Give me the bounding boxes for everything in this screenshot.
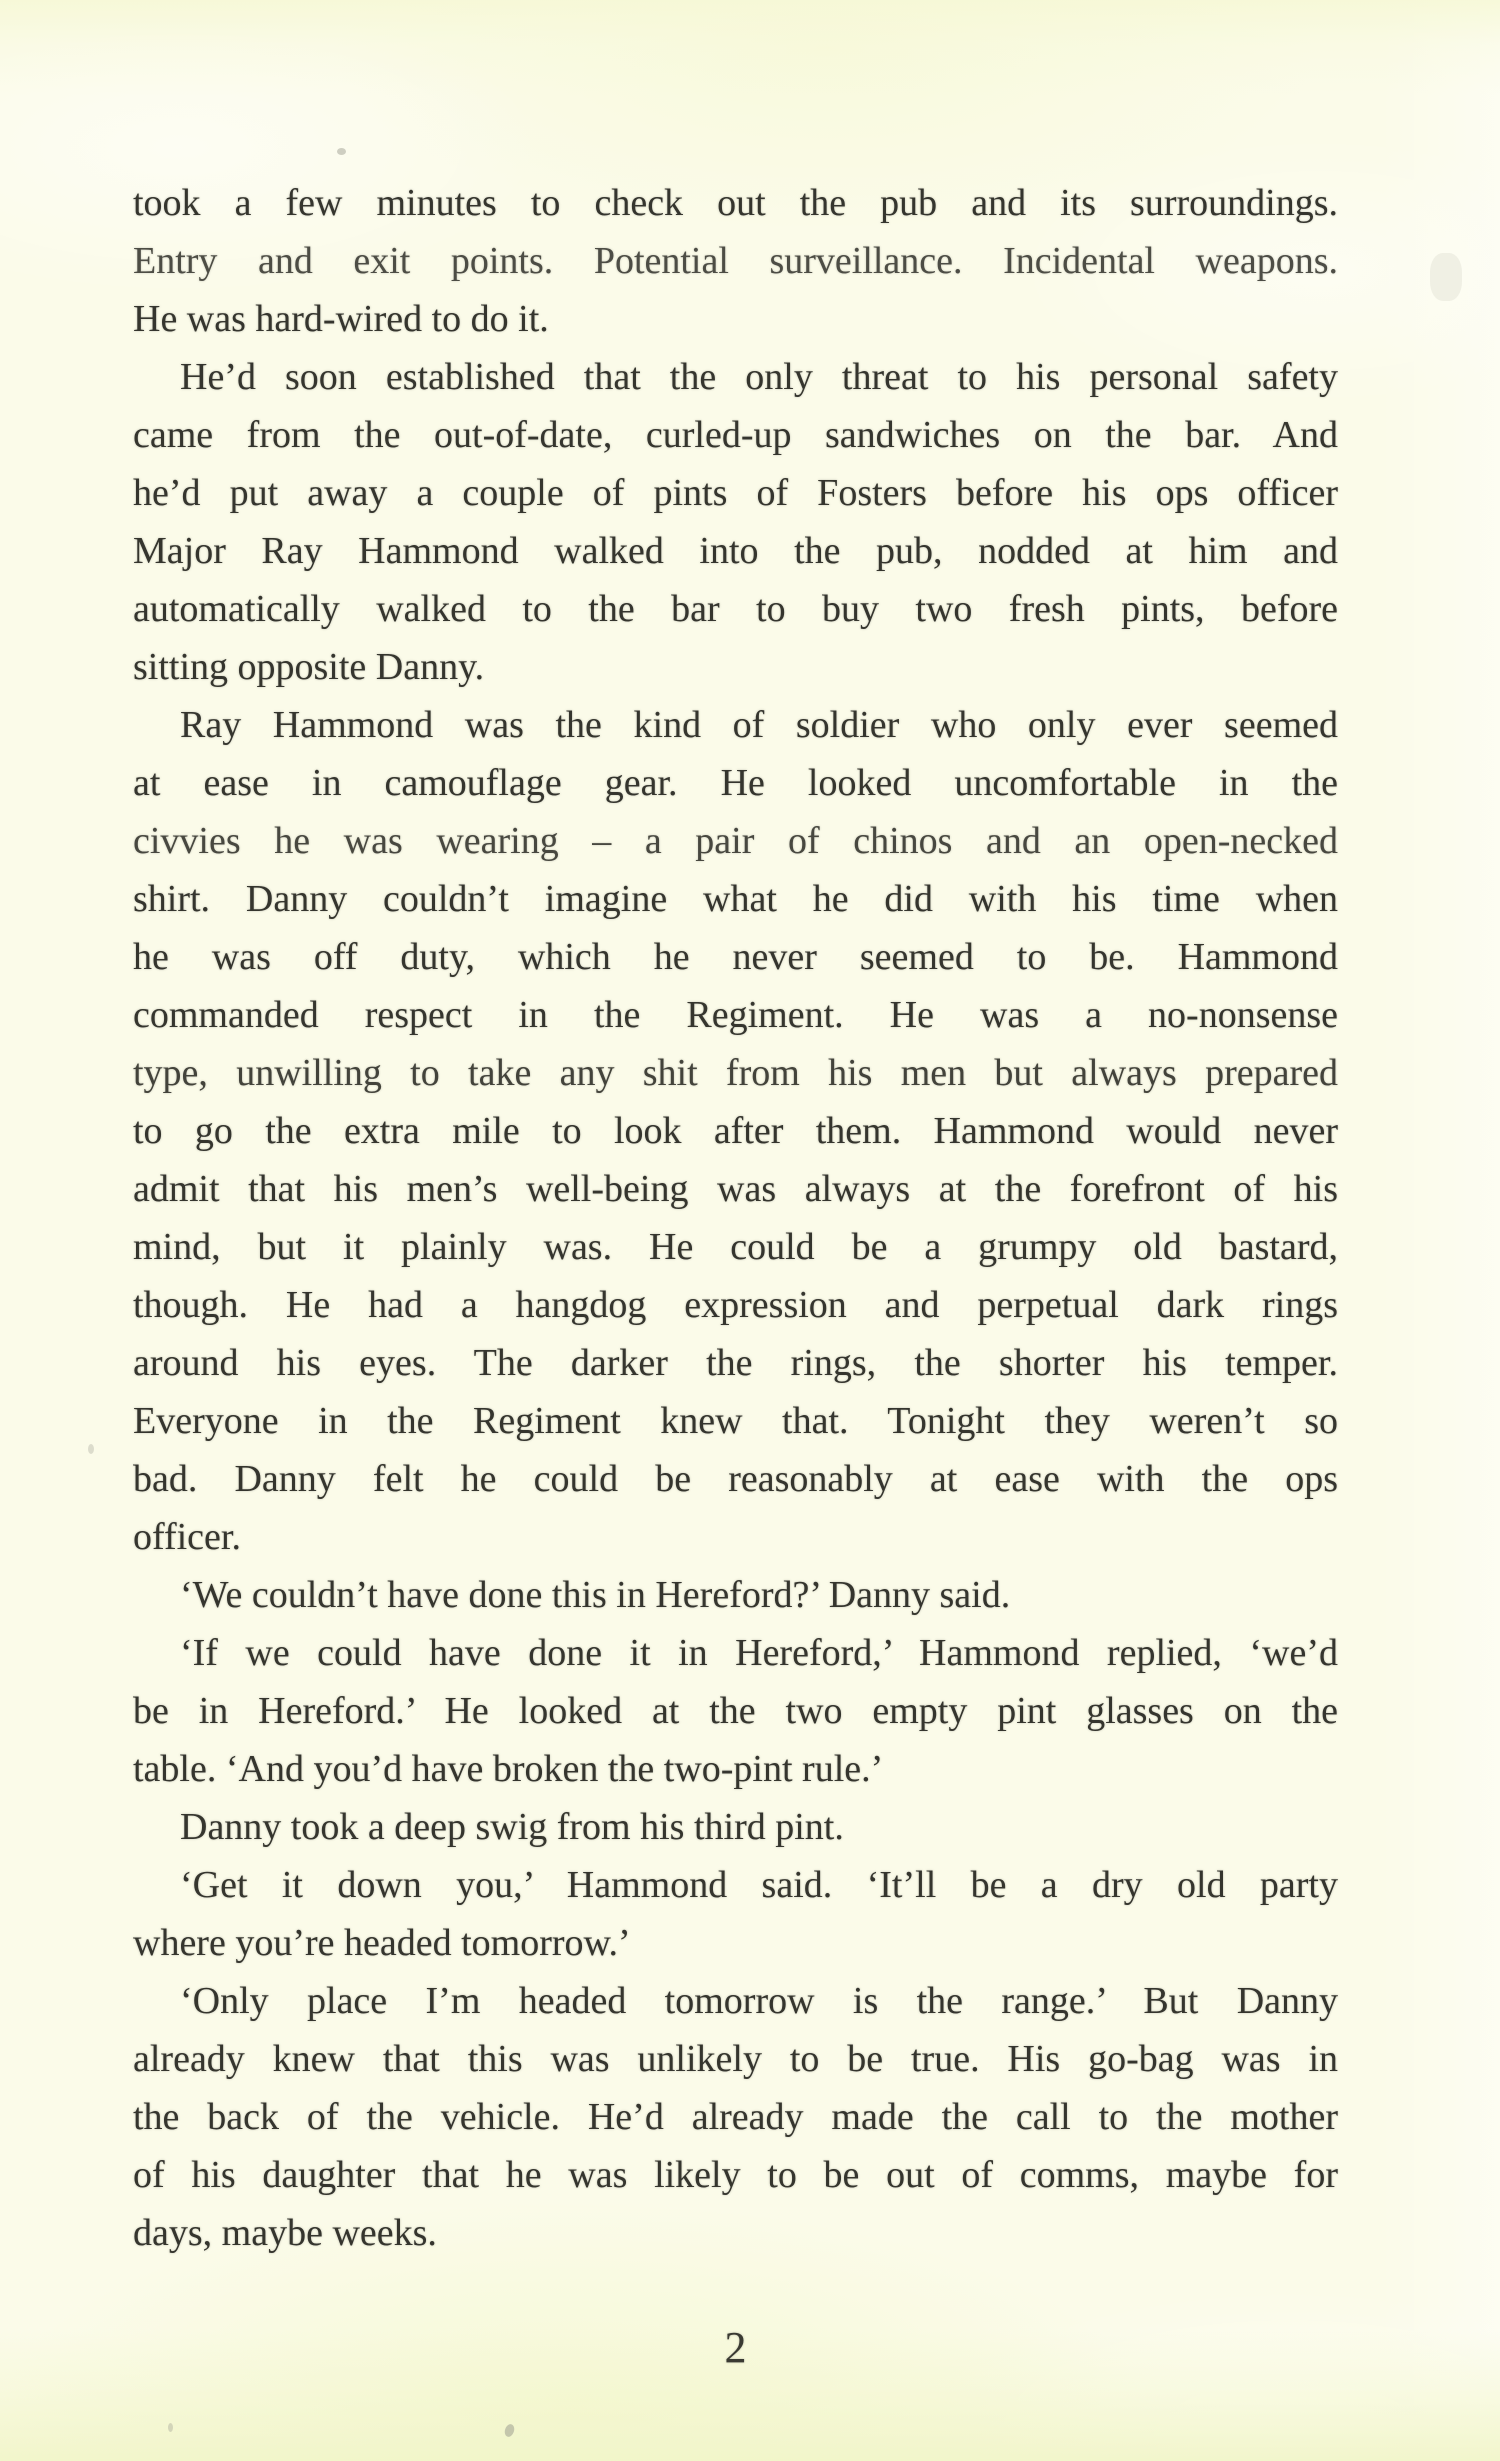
- page-number: 2: [724, 2323, 747, 2372]
- text-line: civvies he was wearing – a pair of chinos and an open-necked: [133, 820, 1338, 862]
- text-line: Ray Hammond was the kind of soldier who only ever seemed: [180, 704, 1338, 746]
- paragraph: [133, 348, 1338, 696]
- text-line: he was off duty, which he never seemed to be. Hammond: [133, 936, 1338, 978]
- text-line: He’d soon established that the only threat to his personal safety: [180, 356, 1338, 398]
- text-line: already knew that this was unlikely to be true. His go-bag was in: [133, 2038, 1338, 2080]
- text-line: Danny took a deep swig from his third pint.: [180, 1806, 844, 1848]
- text-line: took a few minutes to check out the pub and its surroundings.: [133, 182, 1338, 224]
- text-line: be in Hereford.’ He looked at the two empty pint glasses on the: [133, 1690, 1338, 1732]
- paragraph: [133, 696, 1338, 1566]
- text-line: ‘If we could have done it in Hereford,’ Hammond replied, ‘we’d: [180, 1632, 1338, 1674]
- paragraph: [133, 1566, 1338, 1624]
- paragraph: [133, 174, 1338, 348]
- text-line: came from the out-of-date, curled-up sandwiches on the bar. And: [133, 414, 1338, 456]
- text-line: he’d put away a couple of pints of Fosters before his ops officer: [133, 472, 1338, 514]
- text-line: ‘We couldn’t have done this in Hereford?’ Danny said.: [180, 1574, 1011, 1616]
- scan-speck: [503, 2423, 516, 2438]
- text-line: Entry and exit points. Potential surveillance. Incidental weapons.: [133, 240, 1338, 282]
- text-line: type, unwilling to take any shit from his men but always prepared: [133, 1052, 1338, 1094]
- text-line: automatically walked to the bar to buy two fresh pints, before: [133, 588, 1338, 630]
- text-line: days, maybe weeks.: [133, 2212, 437, 2254]
- paragraph: [133, 1798, 1338, 1856]
- text-line: bad. Danny felt he could be reasonably at ease with the ops: [133, 1458, 1338, 1500]
- text-line: table. ‘And you’d have broken the two-pint rule.’: [133, 1748, 884, 1790]
- text-line: shirt. Danny couldn’t imagine what he did with his time when: [133, 878, 1338, 920]
- text-line: at ease in camouflage gear. He looked uncomfortable in the: [133, 762, 1338, 804]
- paragraph: [133, 1856, 1338, 1972]
- scan-speck: [337, 148, 346, 155]
- page-text: [133, 174, 1338, 2262]
- text-line: where you’re headed tomorrow.’: [133, 1922, 631, 1964]
- text-line: ‘Only place I’m headed tomorrow is the range.’ But Danny: [180, 1980, 1338, 2022]
- scan-speck: [168, 2423, 173, 2432]
- text-line: Everyone in the Regiment knew that. Tonight they weren’t so: [133, 1400, 1338, 1442]
- text-line: the back of the vehicle. He’d already made the call to the mother: [133, 2096, 1338, 2138]
- text-line: of his daughter that he was likely to be out of comms, maybe for: [133, 2154, 1338, 2196]
- paragraph: [133, 1624, 1338, 1798]
- text-line: to go the extra mile to look after them. Hammond would never: [133, 1110, 1338, 1152]
- text-line: though. He had a hangdog expression and perpetual dark rings: [133, 1284, 1338, 1326]
- text-line: officer.: [133, 1516, 241, 1558]
- text-line: Major Ray Hammond walked into the pub, nodded at him and: [133, 530, 1338, 572]
- text-line: He was hard-wired to do it.: [133, 298, 549, 340]
- text-line: mind, but it plainly was. He could be a grumpy old bastard,: [133, 1226, 1338, 1268]
- scan-speck: [88, 1444, 94, 1454]
- text-line: ‘Get it down you,’ Hammond said. ‘It’ll be a dry old party: [180, 1864, 1338, 1906]
- text-line: around his eyes. The darker the rings, the shorter his temper.: [133, 1342, 1338, 1384]
- paragraph: [133, 1972, 1338, 2262]
- text-line: commanded respect in the Regiment. He was a no-nonsense: [133, 994, 1338, 1036]
- scan-smudge: [1430, 253, 1462, 301]
- text-line: admit that his men’s well-being was always at the forefront of his: [133, 1168, 1338, 1210]
- text-line: sitting opposite Danny.: [133, 646, 485, 688]
